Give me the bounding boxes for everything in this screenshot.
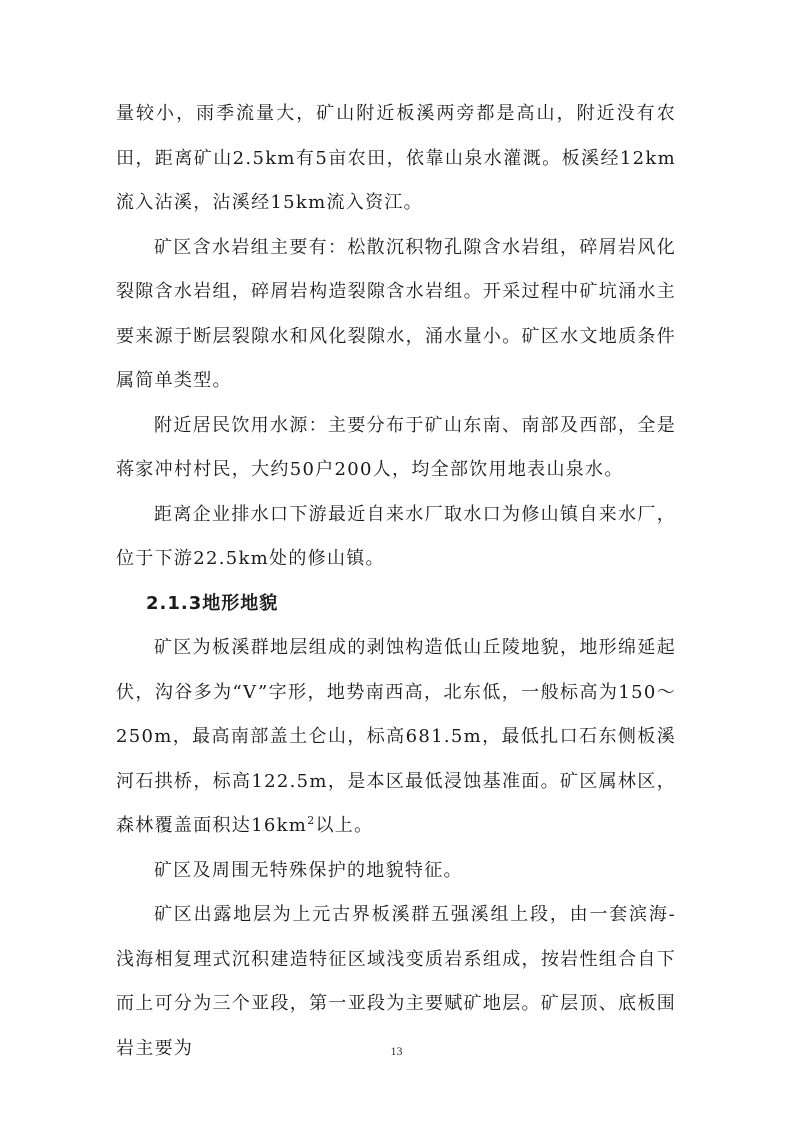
section-heading-landform: 2.1.3地形地貌: [146, 592, 279, 614]
paragraph-drinking-water-source: 附近居民饮用水源：主要分布于矿山东南、南部及西部，全是蒋家冲村村民，大约50户200人，均全部饮用地表山泉水。: [116, 414, 676, 480]
page-number: 13: [390, 1044, 403, 1058]
paragraph-aquifer-groups: 矿区含水岩组主要有：松散沉积物孔隙含水岩组，碎屑岩风化裂隙含水岩组，碎屑岩构造裂隙含水岩组。开采过程中矿坑涌水主要来源于断层裂隙水和风化裂隙水，涌水量小。矿区水文地质条件属简单类型。: [116, 236, 676, 391]
paragraph-water-flow: 量较小，雨季流量大，矿山附近板溪两旁都是高山，附近没有农田，距离矿山2.5km有5亩农田，依靠山泉水灌溉。板溪经12km流入沾溪，沾溪经15km流入资江。: [116, 103, 676, 213]
paragraph-stratigraphy: 矿区出露地层为上元古界板溪群五强溪组上段，由一套滨海-浅海相复理式沉积建造特征区域浅变质岩系组成，按岩性组合自下而上可分为三个亚段，第一亚段为主要赋矿地层。矿层顶、底板围岩主要为: [116, 904, 676, 1059]
paragraph-landform-description: [116, 626, 676, 849]
paragraph-water-plant-intake: 距离企业排水口下游最近自来水厂取水口为修山镇自来水厂，位于下游22.5km处的修山镇。: [116, 503, 676, 569]
landform-text: 矿区为板溪群地层组成的剥蚀构造低山丘陵地貌，地形绵延起伏，沟谷多为“V”字形，地势南西高，北东低，一般标高为150～250m，最高南部盖土仑山，标高681.5m，最低扎口石东侧板溪河石拱桥，标高122.5m，是本区最低浸蚀基准面。矿区属林区，森林覆盖面积达16km: [116, 637, 676, 836]
landform-text-suffix: 以上。: [315, 815, 374, 836]
area-unit-superscript: 2: [307, 814, 316, 827]
paragraph-no-protected-features: 矿区及周围无特殊保护的地貌特征。: [154, 859, 463, 881]
document-body: [116, 92, 676, 1071]
